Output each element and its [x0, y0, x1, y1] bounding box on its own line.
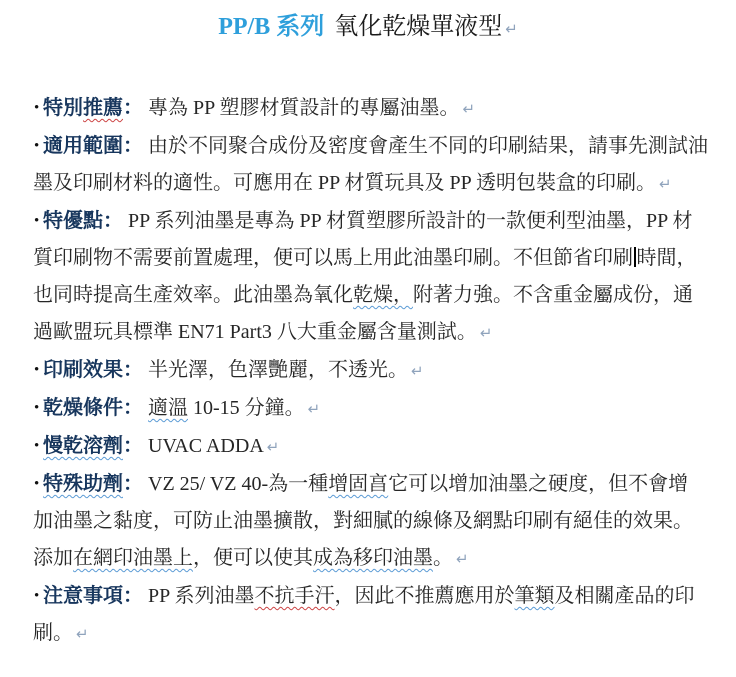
- list-item: [33, 466, 708, 578]
- item-label-segment: 特優點：: [43, 210, 123, 232]
- item-text-segment: VZ 25/ VZ 40-為一種: [148, 473, 329, 495]
- item-label: [43, 359, 148, 381]
- text-cursor: [634, 247, 636, 267]
- item-text: [33, 210, 697, 343]
- list-item: [33, 390, 708, 428]
- item-text: [148, 435, 264, 457]
- return-mark: ↵: [76, 625, 89, 643]
- item-text-segment: 成為移印油墨: [313, 547, 433, 569]
- item-text-segment: UVAC ADDA: [148, 435, 264, 457]
- return-mark: ↵: [479, 324, 493, 342]
- bullet-marker: •: [34, 100, 40, 116]
- return-mark: ↵: [456, 550, 469, 568]
- return-mark: ↵: [411, 362, 424, 380]
- item-text-segment: 乾燥，: [353, 284, 413, 306]
- item-text: [148, 97, 460, 119]
- title-subtitle: 氧化乾燥單液型: [334, 14, 503, 40]
- item-label-segment: 慢乾溶劑: [43, 435, 123, 457]
- bullet-marker: •: [34, 588, 40, 604]
- item-text-segment: 它可以增加油墨之硬度，但不會增加油墨之黏度，可防止油墨擴散，對細膩的線條及網點印刷有絕佳的效果。添加: [33, 473, 693, 569]
- bullet-marker: •: [34, 476, 40, 492]
- item-label-segment: ：: [123, 97, 143, 119]
- list-item: [33, 203, 708, 352]
- item-text-segment: PP 系列油墨是專為 PP 材質塑膠所設計的一款便利型油墨，PP 材質印刷物不需要前置處理，便可以馬上用此油墨印刷。不但節省印刷: [33, 210, 693, 269]
- list-item: [33, 128, 708, 203]
- item-text-segment: ，便可以使其: [193, 547, 313, 569]
- item-label: [43, 397, 148, 419]
- return-mark: ↵: [505, 20, 518, 38]
- item-label: [43, 135, 148, 157]
- item-label-segment: 乾燥條件：: [43, 397, 143, 419]
- item-text-segment: 在網印油墨上: [73, 547, 193, 569]
- item-text-segment: 增固亯: [328, 473, 389, 495]
- list-item: [33, 428, 708, 466]
- item-text-segment: 專為 PP 塑膠材質設計的專屬油墨。: [148, 97, 460, 119]
- document-title: [0, 0, 736, 44]
- bullet-list: [33, 90, 708, 653]
- bullet-marker: •: [34, 213, 40, 229]
- return-mark: ↵: [659, 175, 672, 193]
- item-text-segment: 半光澤，色澤艷麗，不透光。: [148, 359, 408, 381]
- item-label-segment: 推薦: [83, 97, 123, 119]
- item-label-segment: ：: [123, 435, 143, 457]
- bullet-marker: •: [34, 438, 40, 454]
- item-label-segment: 注意事項：: [43, 585, 143, 607]
- item-label-segment: 特別: [43, 97, 83, 119]
- return-mark: ↵: [307, 400, 321, 418]
- item-text-segment: 。: [433, 547, 453, 569]
- bullet-marker: •: [34, 362, 40, 378]
- list-item: [33, 578, 708, 653]
- item-text-segment: ，因此不推薦應用於: [334, 585, 515, 607]
- item-label-segment: 適用範圍：: [43, 135, 143, 157]
- item-label: [43, 435, 148, 457]
- item-label-segment: 特殊助劑: [43, 473, 123, 495]
- item-text-segment: 時間，也同時提高生產效率。此油墨為氧化: [33, 247, 697, 306]
- bullet-marker: •: [34, 138, 40, 154]
- item-text-segment: PP 系列油墨: [148, 585, 255, 607]
- item-label: [43, 97, 148, 119]
- item-label-segment: 印刷效果：: [43, 359, 143, 381]
- item-label: [43, 210, 128, 232]
- item-text: [148, 397, 305, 419]
- item-text-segment: 適溫: [148, 397, 188, 419]
- item-text-segment: 10-15 分鐘。: [188, 397, 305, 419]
- list-item: [33, 352, 708, 390]
- item-label: [43, 585, 148, 607]
- item-label-segment: ：: [123, 473, 143, 495]
- item-label: [43, 473, 148, 495]
- item-text-segment: 及相關產品的印刷。: [33, 585, 695, 644]
- item-text-segment: 不抗手汗: [254, 585, 335, 607]
- item-text-segment: 附著力強。不含重金屬成份，通過歐盟玩具標準 EN71 Part3 八大重金屬含量測試。: [33, 284, 693, 343]
- list-item: [33, 90, 708, 128]
- item-text-segment: 由於不同聚合成份及密度會產生不同的印刷結果，請事先測試油墨及印刷材料的適性。可應用在 PP 材質玩具及 PP 透明包裝盒的印刷。: [33, 135, 708, 194]
- return-mark: ↵: [462, 100, 476, 118]
- bullet-marker: •: [34, 400, 40, 416]
- title-series-name: PP/B 系列: [218, 14, 325, 40]
- item-text: [148, 359, 408, 381]
- return-mark: ↵: [266, 438, 280, 456]
- item-text-segment: 筆類: [514, 585, 555, 607]
